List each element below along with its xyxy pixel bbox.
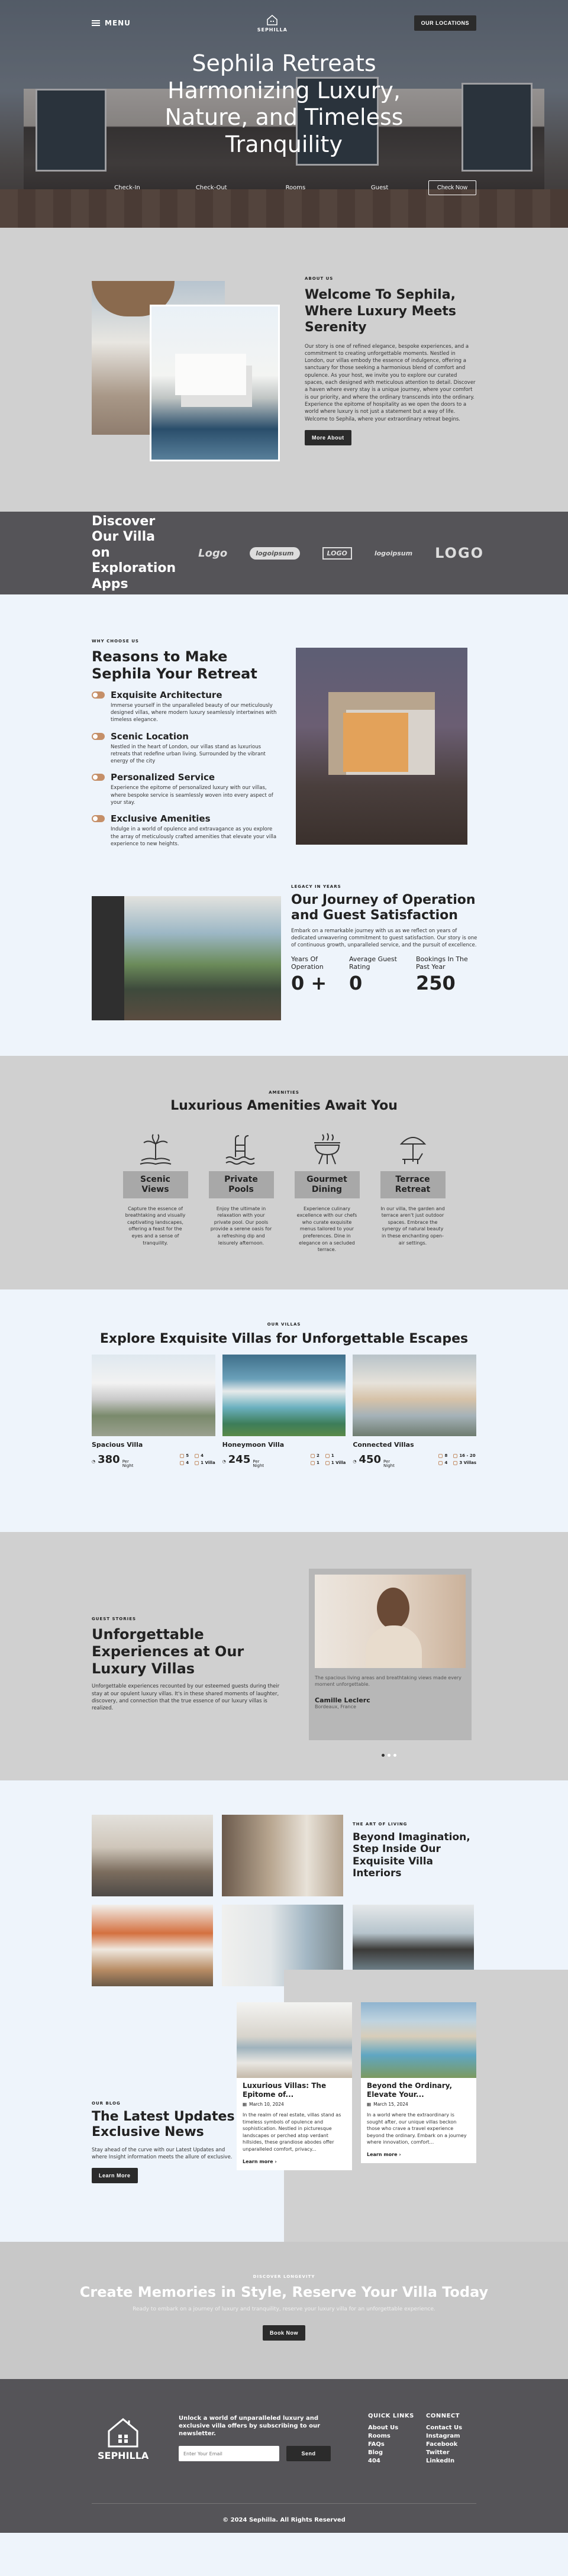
feature-title: Exclusive Amenities <box>111 813 211 825</box>
guest-location: Bordeaux, France <box>315 1704 356 1709</box>
brand-logo[interactable]: SEPHILLA <box>257 13 288 33</box>
testimonial-section <box>0 1532 568 1780</box>
exploration-apps-section <box>0 512 568 594</box>
blog-post-card[interactable] <box>237 2002 352 2170</box>
why-image-villa-night <box>296 648 467 845</box>
villa-price: ◔ 380 Per Night <box>92 1453 134 1468</box>
exploration-title: Discover Our Villa on Exploration Apps <box>92 514 176 592</box>
pool-icon <box>224 1131 259 1166</box>
guests-icon <box>195 1454 199 1458</box>
journey-body: Embark on a remarkable journey with us as we reflect on years of dedicated unwavering commitment to guest satisfaction. Our story is one of continuous growth, unparalleled service, and the pursuit of excellence. <box>291 927 477 949</box>
amenity-label: Gourmet Dining <box>295 1171 360 1198</box>
testimonial-body: Unforgettable experiences recounted by our esteemed guests during their stay at our opulent luxury villas. It's in these shared moments of laughter, discovery, and connection that the true essence of our luxury villas is realized. <box>92 1683 280 1712</box>
villa-name: Connected Villas <box>353 1441 414 1449</box>
footer <box>0 2379 568 2533</box>
guests-icon <box>325 1454 330 1458</box>
amenity-label: Scenic Views <box>123 1171 188 1198</box>
house-icon <box>195 1461 199 1465</box>
guest-photo <box>315 1575 466 1668</box>
villa-name: Honeymoon Villa <box>222 1441 285 1449</box>
villas-eyebrow: OUR VILLAS <box>267 1322 301 1327</box>
calendar-icon: ▦ <box>367 2102 372 2107</box>
blog-post-image <box>361 2002 476 2078</box>
about-image-pool <box>150 305 280 461</box>
footer-link-twitter[interactable]: Twitter <box>426 2449 450 2456</box>
footer-link-faqs[interactable]: FAQs <box>368 2441 385 2448</box>
menu-button[interactable]: MENU <box>92 19 131 27</box>
house-icon <box>325 1461 330 1465</box>
testimonial-quote: The spacious living areas and breathtaking views made every moment unforgettable. <box>315 1675 462 1687</box>
about-body: Our story is one of refined elegance, bespoke experiences, and a commitment to creating unforgettable moments. Nestled in London, our villas embody the essence of indulgence, offering a sanctuary for those seeking a harmonious blend of comfort and opulence. As your host, we invite you to explore our curated spaces, each designed with meticulous attention to detail. Discover a haven where every stay is a unique journey, where your comfort is our priority, and where the ordinary transcends into the ordinary. Experience the epitome of hospitality as we open the doors to a world where luxury is not just a statement but a way of life. Welcome to Sephila, where your extraordinary retreat begins. <box>305 343 476 422</box>
guests-icon <box>453 1454 457 1458</box>
amenities-eyebrow: AMENITIES <box>269 1090 299 1095</box>
top-navigation <box>92 13 476 33</box>
our-locations-button[interactable]: OUR LOCATIONS <box>414 15 476 31</box>
footer-link-facebook[interactable]: Facebook <box>426 2441 458 2448</box>
quick-links: QUICK LINKS About Us Rooms FAQs Blog 404 <box>368 2413 414 2464</box>
house-logo-icon <box>105 2415 141 2448</box>
feature-text: Immerse yourself in the unparalleled beauty of our meticulously designed villas, where modern luxury seamlessly intertwines with timeless elegance. <box>111 702 277 723</box>
more-about-button[interactable]: More About <box>305 430 351 445</box>
villa-image <box>92 1355 215 1436</box>
bath-icon <box>180 1461 184 1465</box>
why-title: Reasons to Make Sephila Your Retreat <box>92 648 257 682</box>
toggle-icon <box>92 733 105 740</box>
feature-title: Exquisite Architecture <box>111 689 222 700</box>
check-out-field[interactable]: Check-Out <box>195 185 227 191</box>
connect-links: CONNECT Contact Us Instagram Facebook Twitter LinkedIn <box>426 2413 463 2464</box>
footer-link-contact[interactable]: Contact Us <box>426 2425 463 2431</box>
cta-section <box>0 2242 568 2379</box>
toggle-icon <box>92 691 105 699</box>
newsletter-text: Unlock a world of unparalleled luxury and exclusive villa offers by subscribing to our newsletter. <box>179 2415 321 2437</box>
bath-icon <box>311 1461 315 1465</box>
stat-rating: Average Guest Rating 0 <box>349 955 397 995</box>
why-eyebrow: WHY CHOOSE US <box>92 639 139 644</box>
villa-image <box>222 1355 346 1436</box>
testimonial-eyebrow: GUEST STORIES <box>92 1617 137 1621</box>
blog-post-title[interactable]: Beyond the Ordinary, Elevate Your... <box>367 2082 453 2099</box>
amenity-item: Terrace Retreat In our villa, the garden and terrace aren't just outdoor spaces. Embrace the synergy of natural beauty in these enchanting open-air settings. <box>380 1131 446 1246</box>
footer-link-linkedin[interactable]: LinkedIn <box>426 2458 455 2464</box>
blog-post-card[interactable] <box>361 2002 476 2163</box>
journey-image-terrace <box>92 896 281 1020</box>
testimonial-card <box>309 1569 472 1740</box>
feature-item <box>92 813 281 848</box>
blog-post-excerpt: In the realm of real estate, villas stand as timeless symbols of opulence and sophistication. Nestled in picturesque landscapes or perched atop verdant hillsides, these grandiose abodes offer unparalleled comfort, privacy... <box>243 2112 341 2152</box>
feature-item <box>92 772 281 806</box>
blog-eyebrow: OUR BLOG <box>92 2101 121 2106</box>
footer-link-rooms[interactable]: Rooms <box>368 2433 390 2439</box>
art-of-living-section <box>0 1780 568 1970</box>
cta-eyebrow: DISCOVER LONGEVITY <box>253 2274 315 2279</box>
about-title: Welcome To Sephila, Where Luxury Meets Serenity <box>305 287 457 335</box>
email-input[interactable] <box>179 2446 279 2461</box>
about-section <box>0 228 568 512</box>
tag-icon: ◔ <box>222 1459 226 1464</box>
guest-name: Camille Leclerc <box>315 1696 370 1704</box>
brand-logo-5[interactable]: LOGO <box>435 545 485 561</box>
learn-more-button[interactable]: Learn More <box>92 2168 138 2183</box>
bed-icon <box>311 1454 315 1458</box>
brand-logo-2[interactable]: logoipsum <box>250 547 299 560</box>
carousel-dot[interactable] <box>382 1754 385 1757</box>
cta-body: Ready to embark on a journey of luxury and tranquility, reserve your luxury villa for an unforgettable experience. <box>133 2306 435 2312</box>
testimonial-title: Unforgettable Experiences at Our Luxury Villas <box>92 1626 244 1677</box>
blog-post-title[interactable]: Luxurious Villas: The Epitome of... <box>243 2082 327 2099</box>
tag-icon: ◔ <box>92 1459 96 1464</box>
bed-icon <box>438 1454 443 1458</box>
villa-price: ◔ 450 Per Night <box>353 1453 395 1468</box>
grill-icon <box>309 1131 345 1166</box>
why-choose-section <box>0 594 568 861</box>
villa-card[interactable] <box>92 1355 215 1468</box>
stat-bookings: Bookings In The Past Year 250 <box>416 955 468 995</box>
blog-read-more-link[interactable]: Learn more › <box>367 2151 401 2157</box>
blog-post-excerpt: In a world where the extraordinary is sought after, our unique villas beckon those who crave a travel experience beyond the ordinary. Embark on a journey where innovation, comfort... <box>367 2112 467 2145</box>
brand-logo-3[interactable]: LOGO <box>322 547 352 560</box>
tag-icon: ◔ <box>353 1459 357 1464</box>
blog-post-date: ▦ March 10, 2024 <box>243 2102 284 2107</box>
copyright: © 2024 Sephilla. All Rights Reserved <box>222 2517 346 2523</box>
check-in-field[interactable]: Check-In <box>114 185 140 191</box>
footer-divider <box>92 2503 476 2504</box>
book-now-button[interactable]: Book Now <box>263 2325 305 2341</box>
about-eyebrow: ABOUT US <box>305 276 334 281</box>
villa-meta: 8 16 - 20 4 3 Villas <box>438 1453 476 1465</box>
newsletter <box>179 2415 350 2461</box>
blog-title: The Latest Updates Exclusive News <box>92 2109 235 2140</box>
stat-years: Years Of Operation 0 + <box>291 955 327 995</box>
umbrella-icon <box>395 1131 431 1166</box>
island-icon <box>138 1131 173 1166</box>
feature-title: Scenic Location <box>111 731 189 742</box>
art-title: Beyond Imagination, Step Inside Our Exquisite Villa Interiors <box>353 1831 470 1880</box>
amenity-label: Terrace Retreat <box>380 1171 446 1198</box>
villa-price: ◔ 245 Per Night <box>222 1453 264 1468</box>
brand-logo-4[interactable]: logoipsum <box>374 549 413 557</box>
blog-post-date: ▦ March 15, 2024 <box>367 2102 408 2107</box>
bath-icon <box>438 1461 443 1465</box>
footer-link-about[interactable]: About Us <box>368 2425 399 2431</box>
toggle-icon <box>92 815 105 822</box>
villa-card[interactable] <box>222 1355 346 1468</box>
feature-title: Personalized Service <box>111 772 215 783</box>
blog-body: Stay ahead of the curve with our Latest Updates and where Insight information meets the allure of exclusive. <box>92 2147 233 2161</box>
footer-logo[interactable]: SEPHILLA <box>98 2415 149 2461</box>
amenity-label: Private Pools <box>209 1171 274 1198</box>
hero-section <box>0 0 568 228</box>
guest-field[interactable]: Guest <box>370 185 389 191</box>
footer-link-404[interactable]: 404 <box>368 2458 380 2464</box>
blog-post-image <box>237 2002 352 2078</box>
villa-name: Spacious Villa <box>92 1441 143 1449</box>
amenity-item: Private Pools Enjoy the ultimate in relaxation with your private pool. Our pools provide a serene oasis for a refreshing dip and leisurely afternoon. <box>209 1131 274 1246</box>
blog-read-more-link[interactable]: Learn more › <box>243 2158 277 2164</box>
feature-text: Indulge in a world of opulence and extravagance as you explore the array of meticulously crafted amenities that elevate your villa experience to new heights. <box>111 826 277 848</box>
villas-section <box>0 1289 568 1532</box>
hero-title: Sephila Retreats Harmonizing Luxury, Nature, and Timeless Tranquility <box>164 50 404 157</box>
rooms-field[interactable]: Rooms <box>285 185 306 191</box>
feature-text: Experience the epitome of personalized luxury with our villas, where bespoke service is seamlessly woven into every aspect of your stay. <box>111 785 273 806</box>
amenities-title: Luxurious Amenities Await You <box>170 1098 398 1113</box>
interior-image <box>92 1815 213 1896</box>
blog-section <box>0 1970 568 2242</box>
hamburger-icon <box>92 20 100 26</box>
booking-bar <box>92 180 476 195</box>
cta-title: Create Memories in Style, Reserve Your Villa Today <box>79 2284 489 2300</box>
carousel-dot[interactable] <box>393 1754 396 1757</box>
villas-title: Explore Exquisite Villas for Unforgettable Escapes <box>99 1331 469 1346</box>
calendar-icon: ▦ <box>243 2102 247 2107</box>
villa-card[interactable] <box>353 1355 476 1468</box>
feature-item <box>92 731 281 765</box>
brand-logo-1[interactable]: Logo <box>198 547 228 560</box>
amenities-section <box>0 1056 568 1289</box>
villa-image <box>353 1355 476 1436</box>
journey-eyebrow: LEGACY IN YEARS <box>291 884 341 889</box>
amenity-item: Gourmet Dining Experience culinary excellence with our chefs who curate exquisite menus tailored to your preferences. Dine in elegance on a secluded terrace. <box>295 1131 360 1253</box>
send-button[interactable]: Send <box>286 2446 331 2461</box>
feature-item <box>92 690 281 724</box>
villa-meta: 2 1 1 1 Villa <box>311 1453 346 1465</box>
house-logo-icon <box>266 13 279 26</box>
toggle-icon <box>92 774 105 781</box>
amenity-item: Scenic Views Capture the essence of breathtaking and visually captivating landscapes, offering a feast for the eyes and a sense of tranquility. <box>123 1131 188 1246</box>
carousel-dots <box>382 1754 396 1757</box>
journey-title: Our Journey of Operation and Guest Satisfaction <box>291 893 476 923</box>
bed-icon <box>180 1454 184 1458</box>
footer-link-instagram[interactable]: Instagram <box>426 2433 460 2439</box>
check-now-button[interactable]: Check Now <box>428 180 476 195</box>
journey-section <box>0 861 568 1056</box>
house-icon <box>453 1461 457 1465</box>
carousel-dot[interactable] <box>388 1754 390 1757</box>
footer-link-blog[interactable]: Blog <box>368 2449 383 2456</box>
interior-image <box>222 1815 343 1896</box>
art-eyebrow: THE ART OF LIVING <box>353 1822 408 1827</box>
villa-meta: 5 4 4 1 Villa <box>180 1453 215 1465</box>
feature-text: Nestled in the heart of London, our villas stand as luxurious retreats that redefine urban living. Surrounded by the vibrant energy of the city <box>111 744 266 765</box>
